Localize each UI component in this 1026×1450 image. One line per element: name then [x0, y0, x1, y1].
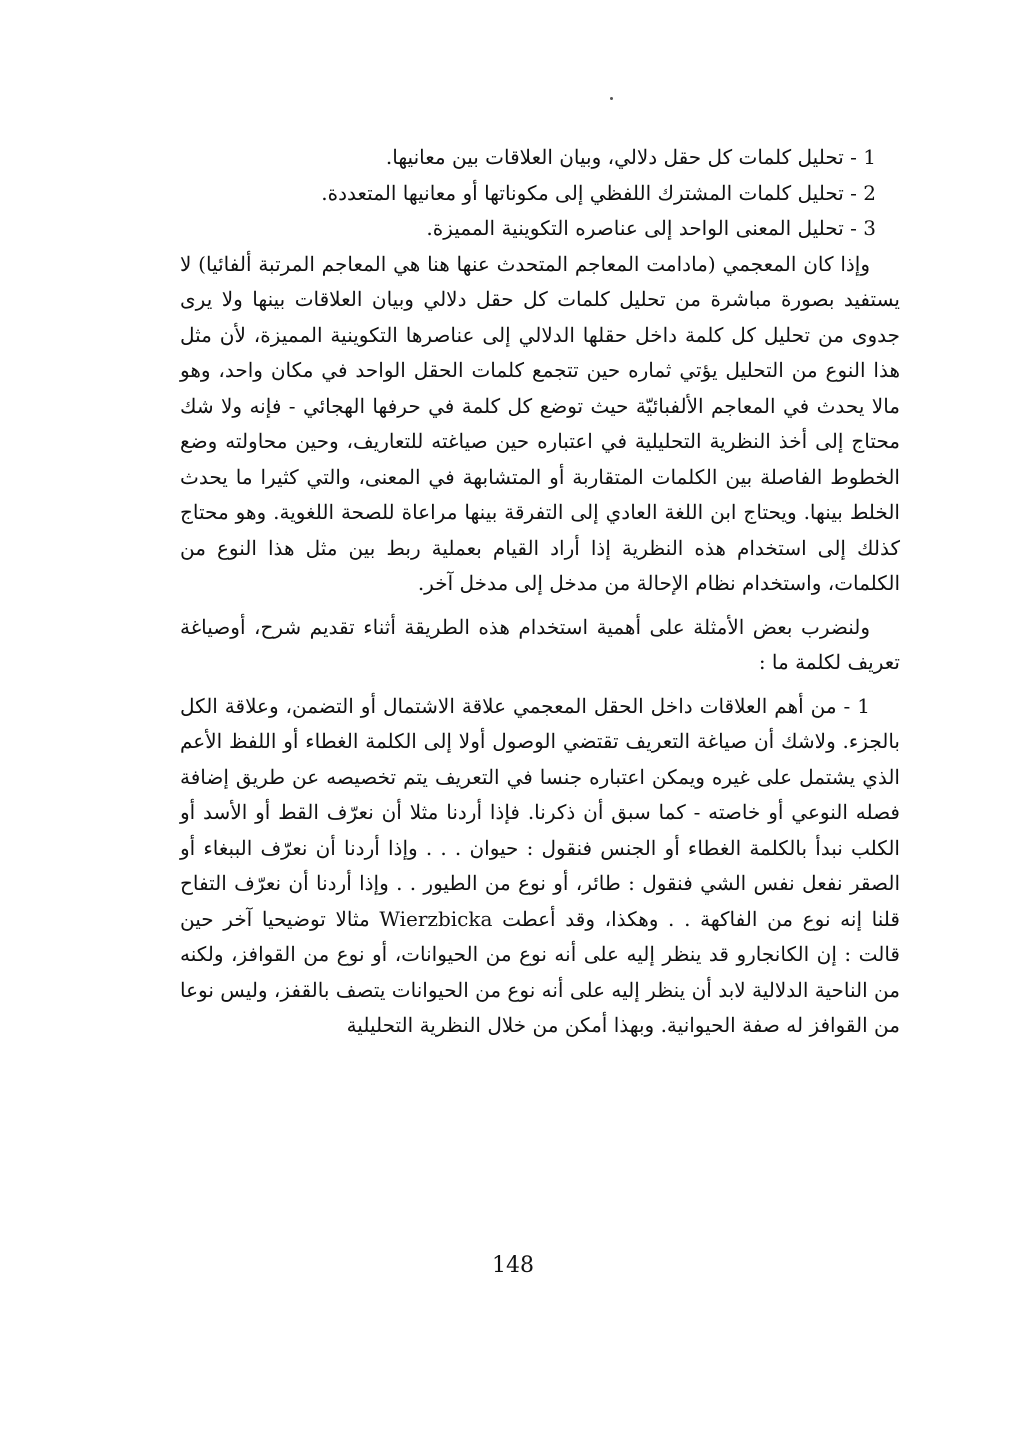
list-item: 2 - تحليل كلمات المشترك اللفظي إلى مكوناتها أو معانيها المتعددة. [321, 180, 876, 205]
list-item: 1 - تحليل كلمات كل حقل دلالي، وبيان العلاقات بين معانيها. [385, 145, 876, 169]
paragraph: وإذا كان المعجمي (مادامت المعاجم المتحدث عنها هنا هي المعاجم المرتبة ألفائيا) لا يستفيد بصورة مباشرة من تحليل كلمات كل حقل دلالي وبيان العلاقات بينها ولا يرى جدوى من تحليل كل كلمة داخل حقلها الدلالي إلى عناصرها التكوينية المميزة، لأن مثل هذا النوع من التحليل يؤتي ثماره حين تتجمع كلمات الحقل الواحد في مكان واحد، وهو مالا يحدث في المعاجم الألفبائيّة حيث توضع كل كلمة في حرفها الهجائي - فإنه ولا شك محتاج إلى أخذ النظرية التحليلية في اعتباره حين صياغته للتعاريف، وحين محاولته وضع الخطوط الفاصلة بين الكلمات المتقاربة أو المتشابهة في المعنى، والتي كثيرا ما يحدث الخلط بينها. ويحتاج ابن اللغة العادي إلى التفرقة بينها مراعاة للصحة اللغوية. وهو محتاج كذلك إلى استخدام هذه النظرية إذا أراد القيام بعملية ربط بين مثل هذا النوع من الكلمات، واستخدام نظام الإحالة من مدخل إلى مدخل آخر. [180, 251, 900, 595]
paragraph: 1 - من أهم العلاقات داخل الحقل المعجمي علاقة الاشتمال أو التضمن، وعلاقة الكل بالجزء. ولاشك أن صياغة التعريف تقتضي الوصول أولا إلى الكلمة الغطاء أو اللفظ الأعم الذي يشتمل على غيره ويمكن اعتباره جنسا في التعريف يتم تخصيصه عن طريق إضافة فصله النوعي أو خاصته - كما سبق أن ذكرنا. فإذا أردنا مثلا أن نعرّف القط أو الأسد أو الكلب نبدأ بالكلمة الغطاء أو الجنس فنقول : حيوان . . . وإذا أردنا أن نعرّف الببغاء أو الصقر نفعل نفس الشي فنقول : طائر، أو نوع من الطيور . . وإذا أردنا أن نعرّف التفاح قلنا إنه نوع من الفاكهة . . وهكذا، وقد أعطت Wierzbicka مثالا توضيحيا آخر حين قالت : إن الكانجارو قد ينظر إليه على أنه نوع من الحيوانات، أو نوع من القوافز، ولكنه من الناحية الدلالية لابد أن ينظر إليه على أنه نوع من الحيوانات يتصف بالقفز، وليس نوعا من القوافز له صفة الحيوانية. وبهذا أمكن من خلال النظرية التحليلية [180, 693, 900, 1037]
list-item: 3 - تحليل المعنى الواحد إلى عناصره التكوينية المميزة. [426, 216, 876, 240]
body-text [180, 140, 900, 1044]
paragraph: ولنضرب بعض الأمثلة على أهمية استخدام هذه الطريقة أثناء تقديم شرح، أوصياغة تعريف لكلمة ما : [180, 614, 900, 674]
page-number: 148 [492, 1253, 534, 1278]
scan-speck [610, 97, 613, 100]
